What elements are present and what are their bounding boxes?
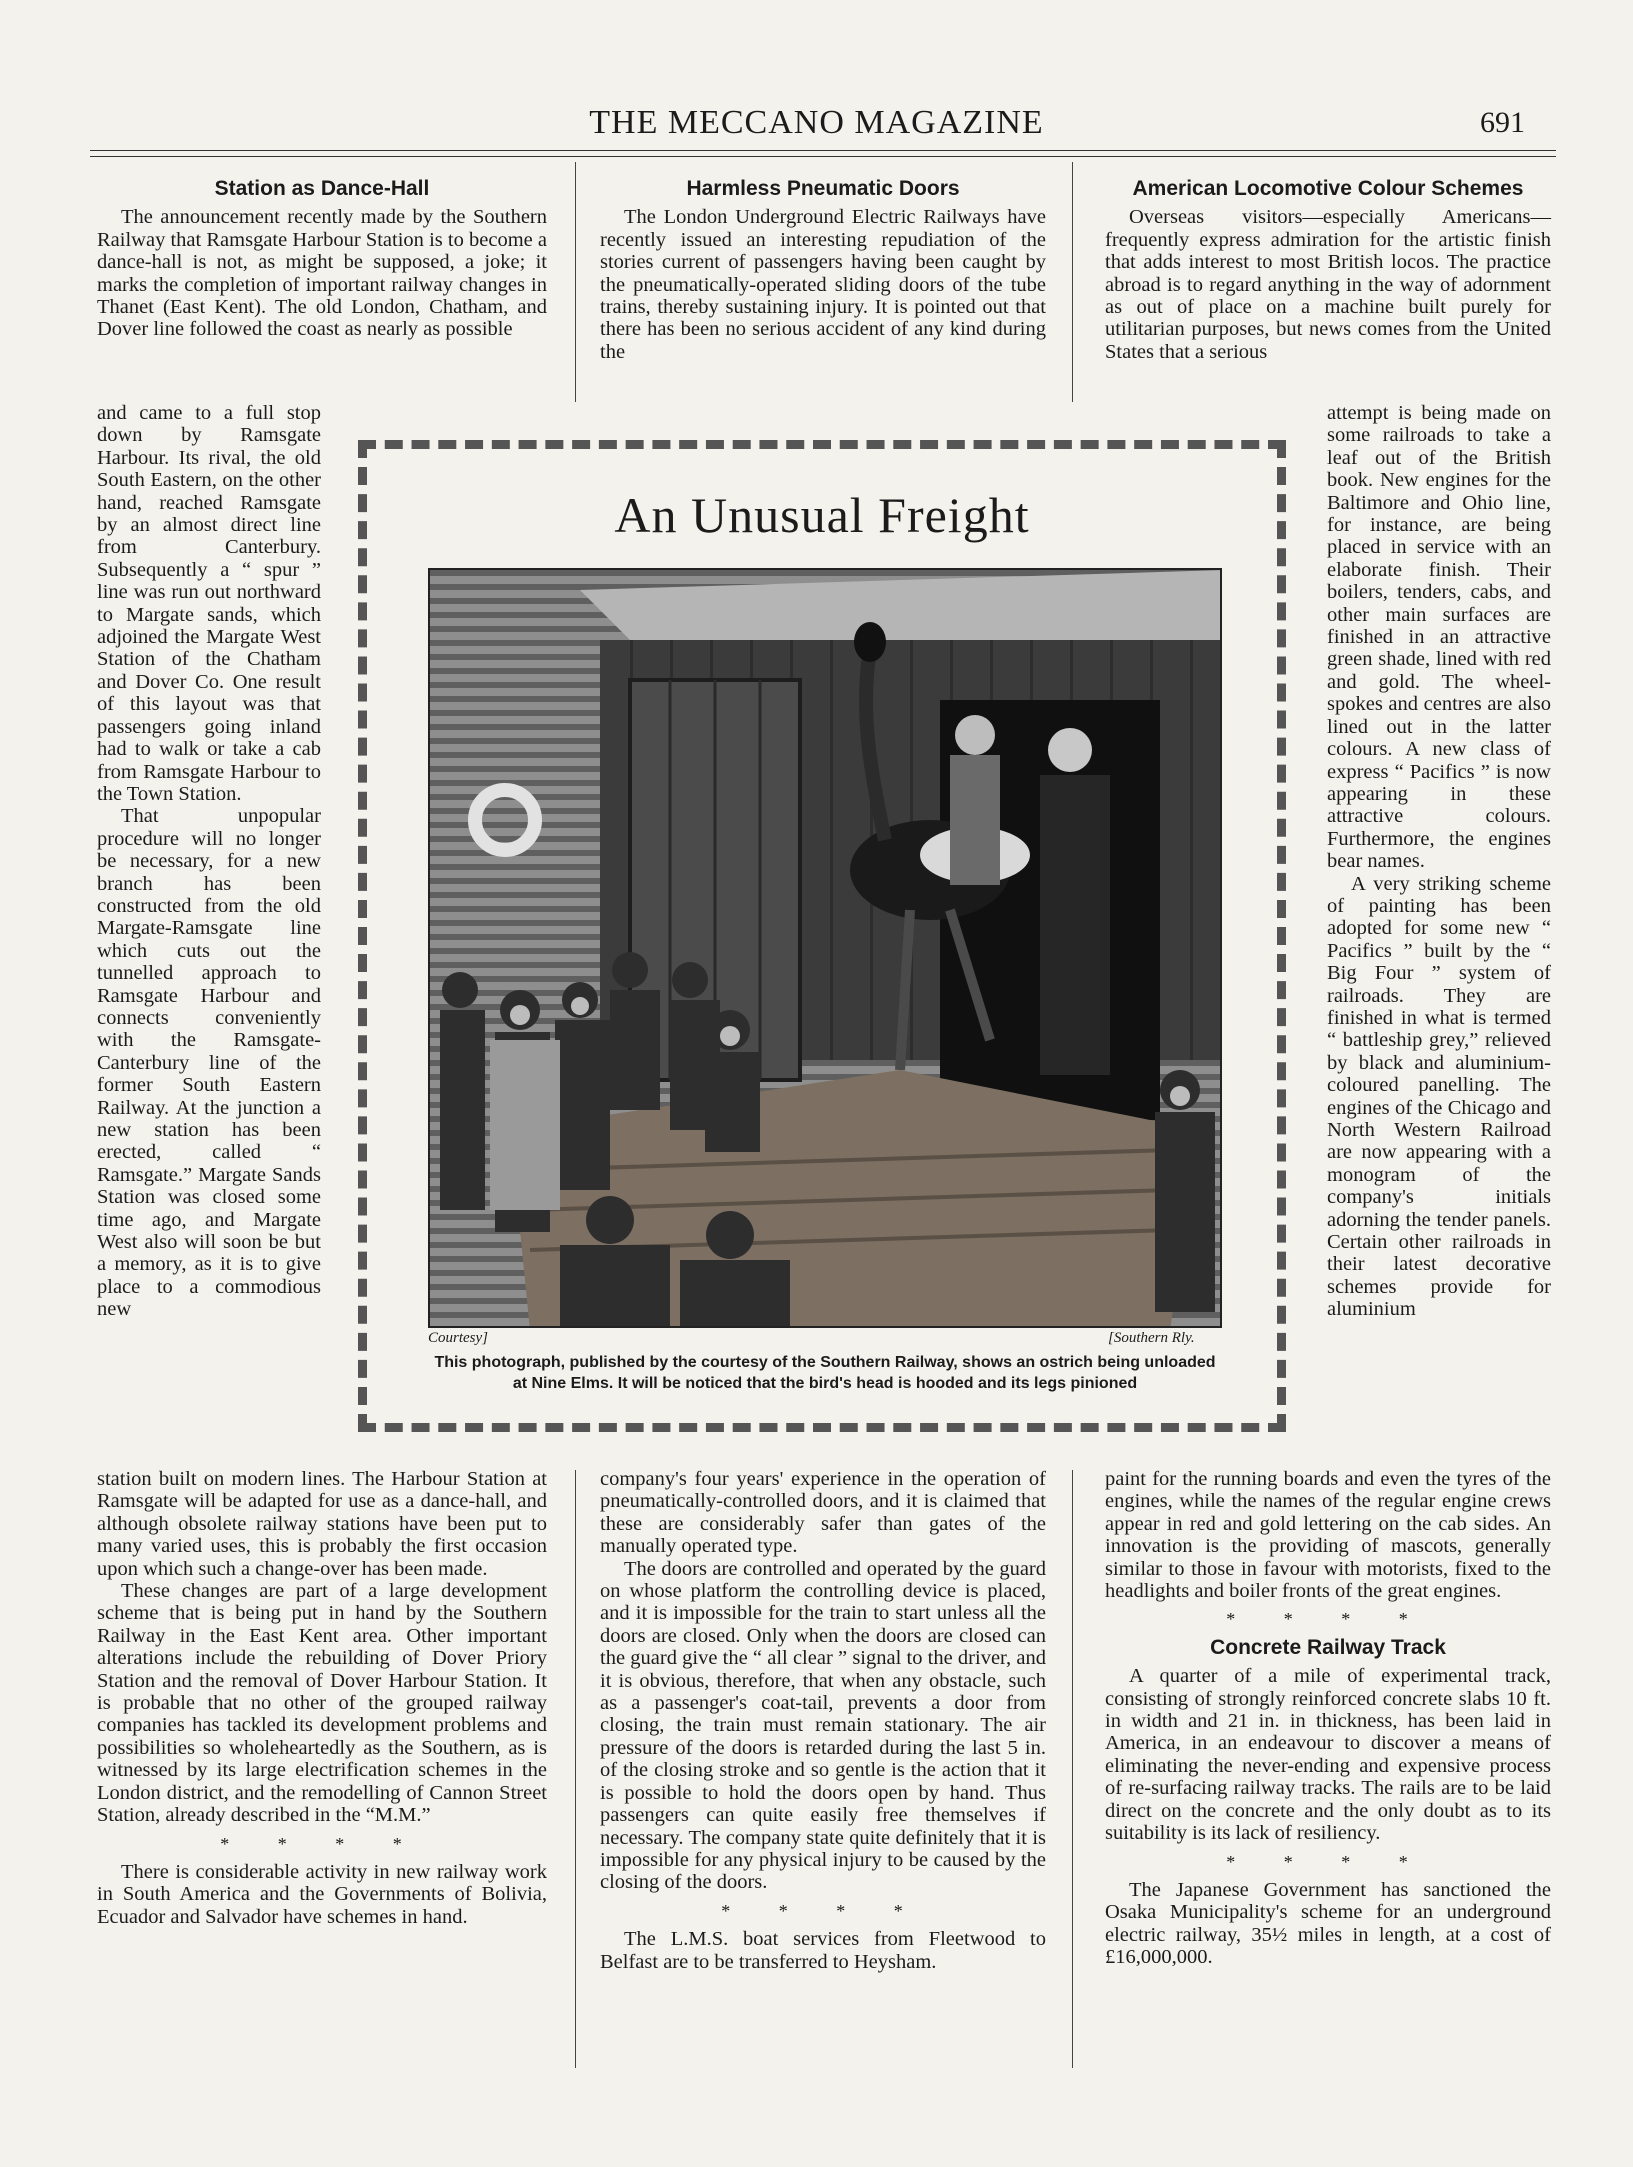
article-pneumatic-doors bbox=[600, 178, 1046, 363]
paragraph: There is considerable activity in new railway work in South America and the Governments of Bolivia, Ecuador and Salvador have schemes in hand. bbox=[97, 1860, 547, 1928]
paragraph: station built on modern lines. The Harbour Station at Ramsgate will be adapted for use as a dance-hall, and although obsolete railway stations have been put to many varied uses, this is probably the first occasion upon which such a change-over has been made. bbox=[97, 1468, 547, 1580]
paragraph: The doors are controlled and operated by the guard on whose platform the controlling device is placed, and it is impossible for the train to start unless all the doors are closed. Only when the doors are closed can the guard give the “ all clear ” signal to the driver, and it is obvious, therefore, that when any obstacle, such as a passenger's coat-tail, prevents a door from closing, the train must remain stationary. The air pressure of the doors is retarded during the last 5 in. of the closing stroke and so gentle is the action that it is possible to hold the doors open by hand. Thus passengers can quite easily free themselves if necessary. The company state quite definitely that it is impossible for any physical injury to be caused by the closing of the doors. bbox=[600, 1557, 1046, 1894]
page-number: 691 bbox=[1480, 106, 1525, 139]
article-station-dance-hall bbox=[97, 178, 547, 341]
paragraph: attempt is being made on some railroads to take a leaf out of the British book. New engines for the Baltimore and Ohio line, for instance, are being placed in service with an elaborate finish. Their boilers, tenders, cabs, and other main surfaces are finished in an attractive green shade, lined with red and gold. The wheel-spokes and centres are also lined out in the latter colours. A new class of express “ Pacifics ” is now appearing in these attractive colours. Furthermore, the engines bear names. bbox=[1327, 402, 1551, 873]
article-station-dance-hall-narrow bbox=[97, 402, 321, 1321]
article-locomotive-colour-schemes bbox=[1105, 178, 1551, 363]
header-rule bbox=[90, 150, 1556, 151]
section-separator: * * * * bbox=[1226, 1851, 1430, 1872]
illustration-title: An Unusual Freight bbox=[614, 487, 1030, 543]
column-divider bbox=[575, 1470, 576, 2068]
paragraph: paint for the running boards and even the tyres of the engines, while the names of the regular engine crews appear in red and gold lettering on the cab sides. An innovation is the providing of mascots, generally similar to those in favour with motorists, fixed to the headlights and boiler fronts of the great engines. bbox=[1105, 1468, 1551, 1603]
article-station-dance-hall-bottom bbox=[97, 1468, 547, 1928]
article-pneumatic-doors-bottom bbox=[600, 1468, 1046, 1973]
article-locomotive-colour-schemes-narrow bbox=[1327, 402, 1551, 1321]
paragraph: The Japanese Government has sanctioned the Osaka Municipality's scheme for an underground electric railway, 35½ miles in length, at a cost of £16,000,000. bbox=[1105, 1878, 1551, 1969]
section-separator: * * * * bbox=[220, 1833, 424, 1854]
paragraph: company's four years' experience in the operation of pneumatically-controlled doors, and it is claimed that these are considerably safer than gates of the manually operated type. bbox=[600, 1468, 1046, 1558]
paragraph: A quarter of a mile of experimental track, consisting of strongly reinforced concrete slabs 10 ft. in width and 21 in. in thickness, has been laid in America, in an endeavour to discover a means of eliminating the never-ending and expensive process of re-surfacing railway tracks. The rails are to be laid direct on the concrete and the only doubt as to its suitability is its lack of resiliency. bbox=[1105, 1665, 1551, 1845]
paragraph: The announcement recently made by the Southern Railway that Ramsgate Harbour Station is to become a dance-hall is not, as might be supposed, a joke; it marks the completion of important railway changes in Thanet (East Kent). The old London, Chatham, and Dover line followed the coast as nearly as possible bbox=[97, 206, 547, 341]
header-rule-2 bbox=[90, 156, 1556, 157]
section-separator: * * * * bbox=[1226, 1609, 1430, 1630]
paragraph: Overseas visitors—especially Americans—frequently express admiration for the artistic finish that adds interest to most British locos. The practice abroad is to regard anything in the way of adornment as out of place on a machine built purely for utilitarian purposes, but news comes from the United States that a serious bbox=[1105, 206, 1551, 363]
paragraph: These changes are part of a large development scheme that is being put in hand by the Southern Railway in the East Kent area. Other important alterations include the rebuilding of Dover Priory Station and the removal of Dover Harbour Station. It is probable that no other of the grouped railway companies has tackled its development problems and possibilities so wholeheartedly as the Southern, as is witnessed by its large electrification schemes in the London district, and the remodelling of Cannon Street Station, already described in the “M.M.” bbox=[97, 1580, 547, 1827]
heading-concrete-track: Concrete Railway Track bbox=[1210, 1635, 1446, 1659]
column-divider bbox=[1072, 162, 1073, 402]
column-divider bbox=[1072, 1470, 1073, 2068]
paragraph: and came to a full stop down by Ramsgate Harbour. Its rival, the old South Eastern, on the other hand, reached Ramsgate by an almost direct line from Canterbury. Subsequently a “ spur ” line was run out northward to Margate sands, which adjoined the Margate West Station of the Chatham and Dover Co. One result of this layout was that passengers going inland had to walk or take a cab from Ramsgate Harbour to the Town Station. bbox=[97, 402, 321, 805]
column-divider bbox=[575, 162, 576, 402]
ostrich-photograph bbox=[428, 568, 1222, 1328]
paragraph: The London Underground Electric Railways have recently issued an interesting repudiation of the stories current of passengers having been caught by the pneumatically-operated sliding doors of the tube trains, thereby sustaining injury. It is pointed out that there has been no serious accident of any kind during the bbox=[600, 206, 1046, 363]
photo-credit-right: [Southern Rly. bbox=[1108, 1330, 1195, 1346]
heading-station-dance-hall: Station as Dance-Hall bbox=[214, 177, 430, 200]
photo-caption: This photograph, published by the courtesy of the Southern Railway, shows an ostrich being unloaded at Nine Elms. It will be noticed that the bird's head is hooded and its legs pinioned bbox=[434, 1354, 1216, 1392]
heading-locomotive-colour-schemes: American Locomotive Colour Schemes bbox=[1132, 177, 1524, 200]
photo-illustration bbox=[430, 570, 1222, 1328]
section-separator: * * * * bbox=[721, 1900, 925, 1921]
magazine-title: THE MECCANO MAGAZINE bbox=[589, 104, 1044, 141]
paragraph: That unpopular procedure will no longer be necessary, for a new branch has been constructed from the old Margate-Ramsgate line which cuts out the tunnelled approach to Ramsgate Harbour and connects conveniently with the Ramsgate-Canterbury line of the former South Eastern Railway. At the junction a new station has been erected, called “ Ramsgate.” Margate Sands Station was closed some time ago, and Margate West also will soon be but a memory, as it is to give place to a commodious new bbox=[97, 805, 321, 1321]
paragraph: A very striking scheme of painting has been adopted for some new “ Pacifics ” built by the “ Big Four ” system of railroads. They are finished in what is termed “ battleship grey,” relieved by black and aluminium-coloured panelling. The engines of the Chicago and North Western Railroad are now appearing with a monogram of the company's initials adorning the tender panels. Certain other railroads in their latest decorative schemes provide for aluminium bbox=[1327, 872, 1551, 1321]
paragraph: The L.M.S. boat services from Fleetwood to Belfast are to be transferred to Heysham. bbox=[600, 1928, 1046, 1973]
article-locomotive-colour-schemes-bottom bbox=[1105, 1468, 1551, 1969]
photo-credit-left: Courtesy] bbox=[428, 1330, 488, 1346]
heading-pneumatic-doors: Harmless Pneumatic Doors bbox=[686, 177, 960, 200]
